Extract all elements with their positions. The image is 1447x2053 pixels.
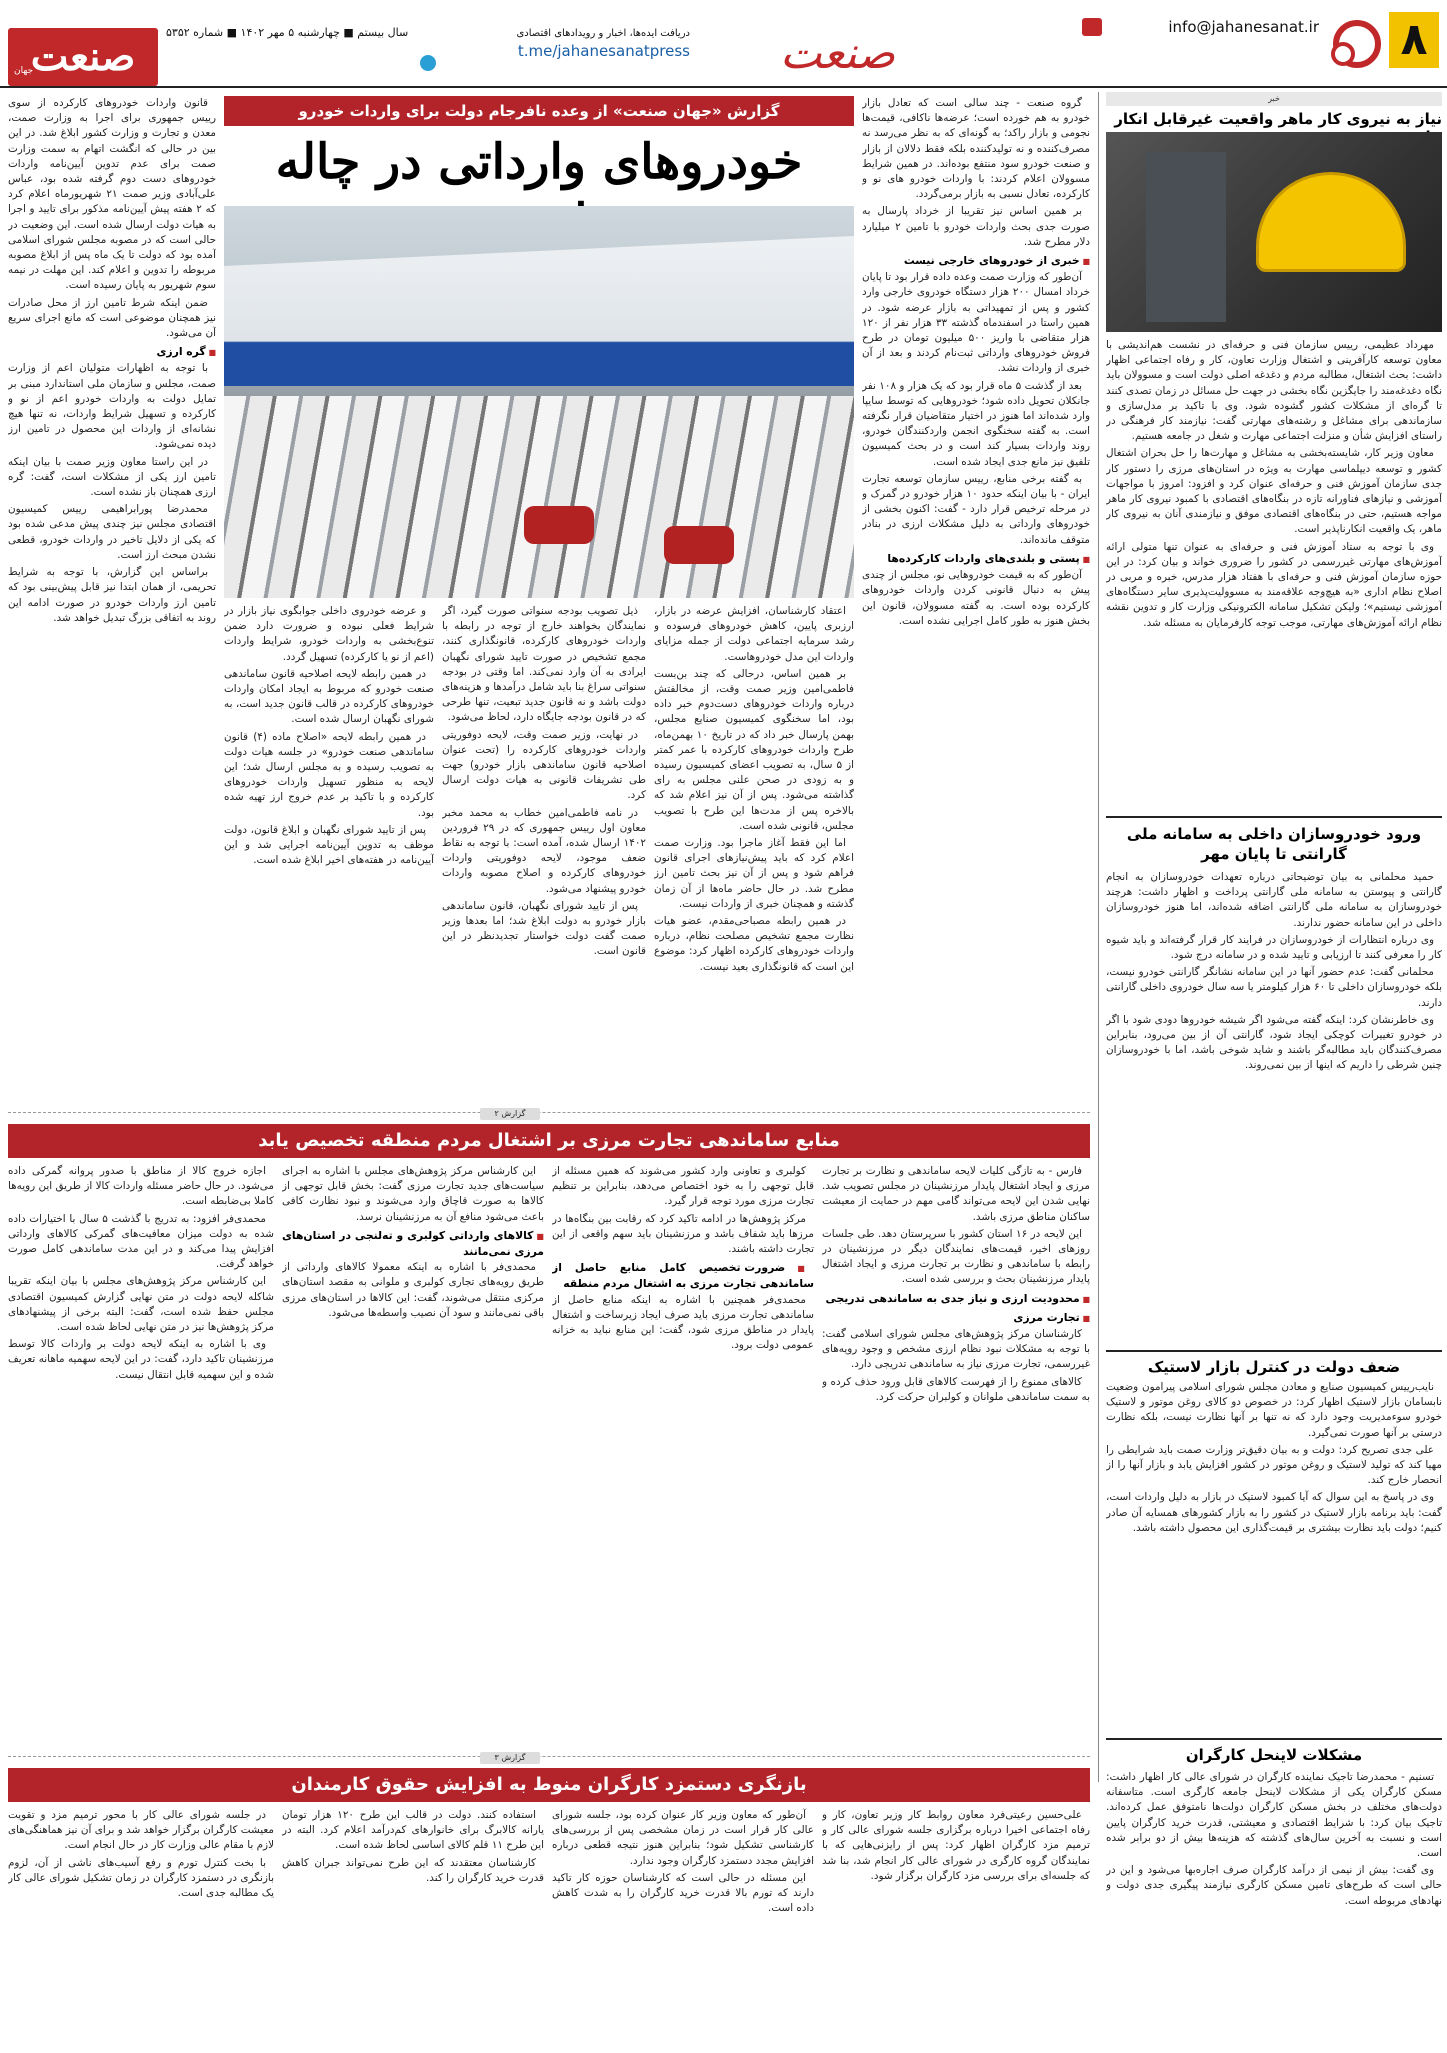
lead-para: اما این فقط آغاز ماجرا بود. وزارت صمت اعلام کرد که باید پیش‌نیازهای اجرای قانون فراهم شود و پس از آن نیز بحث تامین ارز مطرح شد. در حال حاضر ماه‌ها از آن زمان گذشته و همچنان خبری از واردات نیست. xyxy=(654,837,854,910)
article4-title: مشکلات لاینحل کارگران xyxy=(1185,1746,1363,1764)
red-car xyxy=(524,506,594,544)
ship-hull xyxy=(224,236,854,386)
lead-para: ضمن اینکه شرط تامین ارز از محل صادرات نیز همچنان موضوعی است که مانع اجرای سریع آن می‌شود. xyxy=(8,296,216,340)
lead-para: اعتقاد کارشناسان، افزایش عرضه در بازار، ارزبری پایین، کاهش خودروهای فرسوده و رشد سرمایه اجتماعی دولت از جمله مزایای واردات این مدل خودروهاست. xyxy=(654,605,854,663)
article4-para: وی گفت: بیش از نیمی از درآمد کارگران صرف اجاره‌بها می‌شود و این در حالی است که طرح‌های تامین مسکن کارگری نیازمند پیگیری جدی دولت و نهادهای مربوطه است. xyxy=(1106,1864,1442,1907)
lead-para: پس از تایید شورای نگهبان، قانون ساماندهی بازار خودرو به دولت ابلاغ شد؛ اما بعدها وزیر صمت گفت دولت خواستار تجدیدنظر در این قانون است. xyxy=(442,899,646,958)
report2-para: محمدی‌فر افزود: به تدریج با گذشت ۵ سال با اختیارات داده شده به دولت میزان معافیت‌های گمرکی کالاهای وارداتی افزایش پیدا می‌کند و در این مدت ساماندهی کامل صورت خواهد گرفت. xyxy=(8,1212,274,1271)
worker-figure xyxy=(1146,152,1226,322)
lead-col-a xyxy=(862,96,1090,1106)
red-car xyxy=(664,526,734,564)
lead-para: در این راستا معاون وزیر صمت با بیان اینکه تامین ارز یکی از مشکلات است، گفت: گره ارزی همچنان باز نشده است. xyxy=(8,455,216,499)
lead-para: در همین رابطه مصباحی‌مقدم، عضو هیات نظارت مجمع تشخیص مصلحت نظام، درباره واردات خودروهای کارکرده اظهار کرد: موضوع این است که قانونگذاری بعید نیست. xyxy=(654,915,854,973)
report2-para: این کارشناس مرکز پژوهش‌های مجلس با اشاره به اجرای سیاست‌های جدید تجارت مرزی گفت: بخش قابل توجهی از کالاها به صورت قاچاق وارد می‌شوند و نبود نظارت کافی باعث می‌شود منافع آن به مرزنشینان نرسد. xyxy=(282,1165,544,1223)
sidebar-rule xyxy=(1106,816,1442,818)
article2-para: محلمانی گفت: عدم حضور آنها در این سامانه نشانگر گارانتی خودرو نیست، بلکه خودروسازان داخلی تا ۶۰ هزار کیلومتر یا سه سال خودروی داخلی گارانتی دارند. xyxy=(1106,966,1442,1009)
report2-para: کولبری و تعاونی وارد کشور می‌شوند که همین مسئله از قابل توجهی را به خود اختصاص می‌دهد، بنابراین بر تنظیم تجارت مرزی مورد توجه قرار گیرد. xyxy=(552,1165,814,1208)
article3-title: ضعف دولت در کنترل بازار لاستیک xyxy=(1147,1358,1401,1376)
report2-para: کالاهای ممنوع را از فهرست کالاهای قابل ورود حذف کرده و به سمت ساماندهی ملوانان و کولبران حرکت کرد. xyxy=(822,1375,1090,1403)
sidebar-tag: خبر xyxy=(1268,94,1280,103)
report2-subhead: ■ تجارت مرزی xyxy=(822,1310,1090,1326)
report2-para: فارس - به تازگی کلیات لایحه ساماندهی و نظارت بر تجارت مرزی و ایجاد اشتغال پایدار مرزنشینان در مجلس تصویب شد. نهایی شدن این لایحه می‌تواند گامی مهم در حمایت از معیشت ساکنان مناطق مرزی باشد. xyxy=(822,1165,1090,1223)
lead-subhead: ■ گره ارزی xyxy=(8,344,216,360)
issue-info: سال بیستم ■ چهارشنبه ۵ مهر ۱۴۰۲ ■ شماره ۵۳۵۲ xyxy=(166,26,409,39)
article2-body xyxy=(1106,870,1442,1332)
report3-col-b xyxy=(552,1808,814,2048)
article1-para: معاون وزیر کار، شایسته‌بخشی به مشاغل و مهارت‌ها را حل بحران اشتغال کشور و توسعه دیپلماسی مهارت به ویژه در استان‌های مرزی را دستور کار جدی سازمان آموزش فنی و حرفه‌ای عنوان کرد و افزود: امروز با مواجهات آموزشی و نیازهای فناورانه تازه در بنگاه‌های اقتصادی با کمبود نیروی کار ماهر مواجه هستیم، حتی در بنگاه‌های اقتصادی موفق و نیازمندی آنان به نیروی کار ماهر، یک واقعیت انکارناپذیر است. xyxy=(1106,447,1442,536)
lead-para: و عرضه خودروی داخلی جوابگوی نیاز بازار در شرایط فعلی نبوده و ضرورت دارد ضمن تنوع‌بخشی به واردات خودرو، شرایط واردات (اعم از نو یا کارکرده) تسهیل گردد. xyxy=(224,605,434,663)
report3-para: استفاده کنند. دولت در قالب این طرح ۱۲۰ هزار تومان یارانه کالابرگ برای خانوارهای کم‌درآمد اعلام کرد. البته در این طرح ۱۱ قلم کالای اساسی لحاظ شده است. xyxy=(282,1809,544,1852)
report3-para: در جلسه شورای عالی کار با محور ترمیم مزد و تقویت معیشت کارگران برگزار خواهد شد و برای آن نیز هماهنگی‌های لازم با مقام عالی وزارت کار در حال انجام است. xyxy=(8,1809,274,1852)
report2-col-d xyxy=(8,1164,274,1724)
small-gear-icon xyxy=(1331,42,1355,66)
article4-body xyxy=(1106,1770,1442,2048)
section-brand: صنعت xyxy=(780,28,896,79)
article1-title: نیاز به نیروی کار ماهر واقعیت غیرقابل انکار xyxy=(1114,110,1442,128)
report2-para: وی با اشاره به اینکه لایحه دولت بر واردات کالا توسط مرزنشینان تاکید دارد، گفت: در این لایحه سهمیه ماهانه تعریف شده و این سهمیه قابل انتقال نیست. xyxy=(8,1338,274,1381)
car-rows xyxy=(224,396,854,598)
report2-para: محمدی‌فر همچنین با اشاره به اینکه منابع حاصل از ساماندهی تجارت مرزی باید صرف ایجاد زیرساخت و اشتغال پایدار در مناطق مرزی شود، گفت: این منابع نباید به خزانه عمومی دولت برود. xyxy=(552,1293,814,1352)
report2-subhead: ■ محدودیت ارزی و نیاز جدی به ساماندهی تدریجی xyxy=(822,1291,1090,1307)
page-header xyxy=(0,0,1447,88)
report3-para: این مسئله در حالی است که کارشناسان حوزه کار تاکید دارند که تورم بالا قدرت خرید کارگران را به شدت کاهش داده است. xyxy=(552,1871,814,1915)
page-number: ۸ xyxy=(1389,12,1439,68)
lead-photo-ship xyxy=(224,206,854,598)
newspaper-logo: صنعت xyxy=(8,28,158,86)
article2-para: وی درباره انتظارات از خودروسازان در فرایند کار قرار گرفته‌اند و باید شیوه کار را معرفی کنند تا ارزیابی و تایید شده و در سامانه درج شود. xyxy=(1106,933,1442,962)
report2-para: کارشناسان مرکز پژوهش‌های مجلس شورای اسلامی گفت: با توجه به مشکلات نبود نظام ارزی مشخص و وجود رویه‌های غیررسمی، تجارت مرزی نیاز به ساماندهی تدریجی دارد. xyxy=(822,1328,1090,1371)
logo-subtext: جهان xyxy=(14,66,34,76)
article3-para: وی در پاسخ به این سوال که آیا کمبود لاستیک در بازار به دلیل واردات است، گفت: باید برنامه بازار لاستیک در کشور را به بازار کشورهای همسایه آن صادر کنیم؛ دولت باید نظارت بیشتری بر قیمت‌گذاری این محصول داشته باشد. xyxy=(1106,1491,1442,1534)
report2-headline: منابع ساماندهی تجارت مرزی بر اشتغال مردم منطقه تخصیص یابد xyxy=(8,1124,1090,1158)
report2-para: اجازه خروج کالا از مناطق با صدور پروانه گمرکی داده می‌شود. در حال حاضر مسئله واردات کالا از طریق این رویه‌ها کاملا بی‌ضابطه است. xyxy=(8,1165,274,1208)
lead-para: در همین رابطه لایحه «اصلاح ماده (۴) قانون ساماندهی صنعت خودرو» در جلسه هیات دولت به تصویب رسیده و به مجلس ارسال شد؛ این لایحه به منظور تسهیل واردات خودروهای کارکرده و با تاکید بر عدم خروج ارز تهیه شده بود. xyxy=(224,730,434,819)
article2-para: وی خاطرنشان کرد: اینکه گفته می‌شود اگر شیشه خودروها دودی شود با اگر در خودرو تغییرات کوچکی ایجاد شود، گارانتی آن از بین می‌رود، بنابراین مصرف‌کنندگان باید مطالبه‌گر باشند و شاید شوخی باشد، اما با خودروسازان چنین شرطی را داریم که اینها از بین نمی‌روند. xyxy=(1106,1013,1442,1072)
report2-para: این لایحه در ۱۶ استان کشور با سرپرستان دهد. طی جلسات روزهای اخیر، قیمت‌های نمایندگان دیگر در مرزنشینان در رابطه با ساماندهی و نظارت بر تجارت مرزی و ایجاد اشتغال پایدار مرزنشینان بحث و بررسی شده است. xyxy=(822,1227,1090,1286)
report3-para: آن‌طور که معاون وزیر کار عنوان کرده بود، جلسه شورای عالی کار قرار است در زمان مشخصی پس از بررسی‌های کارشناسی تشکیل شود؛ بنابراین هنوز نتیجه قطعی درباره افزایش مجدد دستمزد کارگران وجود ندارد. xyxy=(552,1809,814,1867)
telegram-link[interactable]: t.me/jahanesanatpress xyxy=(517,42,690,60)
lead-para: با توجه به اظهارات متولیان اعم از وزارت صمت، مجلس و سازمان ملی استاندارد مبنی بر تمایل دولت به واردات خودرو اعم از نو و کارکرده و تسهیل شرایط واردات، نه تنها هیچ نشانه‌ای از واردات این محصول در تامین ارز دیده نمی‌شود. xyxy=(8,362,216,451)
hard-hat-icon xyxy=(1256,172,1406,272)
lead-subhead: ■ پستی و بلندی‌های واردات کارکرده‌ها xyxy=(862,551,1090,567)
report3-headline: بازنگری دستمزد کارگران منوط به افزایش حقوق کارمندان xyxy=(8,1768,1090,1802)
lead-para: در همین رابطه لایحه اصلاحیه قانون ساماندهی صنعت خودرو که مربوط به ایجاد امکان واردات خودروهای کارکرده در قالب قانون جدید است، به شورای نگهبان ارسال شده است. xyxy=(224,667,434,726)
lead-para: در نامه فاطمی‌امین خطاب به محمد مخبر معاون اول رییس جمهوری که در ۲۹ فروردین ۱۴۰۲ ارسال شده، آمده است: با توجه به نقاط ضعف موجود، لایحه دوفوریتی واردات خودروهای کارکرده و اصلاح مصوبه واردات خودرو پیشنهاد می‌شود. xyxy=(442,806,646,895)
article1-para: مهرداد عظیمی، رییس سازمان فنی و حرفه‌ای در نشست هم‌اندیشی با معاون توسعه کارآفرینی و اشتغال وزارت تعاون، کار و رفاه اجتماعی اظهار داشت: بحث اشتغال، مطالبه مردم و دغدغه اصلی دولت است و مسوولان باید نگاه دغدغه‌مند را جایگزین نگاه بخشی در جهت حل مسائل در زمان تصدی کنند تا گره‌ای از مشکلات کشور گشوده شود. وی با تاکید بر مدل‌سازی و سازماندهی برای مشاغل و رشته‌های مهارتی گفت: نیازمند کار فرهنگی در راستای افزایش شأن و منزلت اجتماعی مهارت و شغل در جامعه هستیم. xyxy=(1106,339,1442,443)
report2-para: این کارشناس مرکز پژوهش‌های مجلس با بیان اینکه تقریبا شاکله لایحه دولت در متن نهایی گزارش کمیسیون اقتصادی مجلس حفظ شده است، گفت: البته برخی از پیشنهادهای مرکز پژوهش‌ها نیز در متن نهایی لحاظ شده است. xyxy=(8,1275,274,1334)
report3-col-d xyxy=(8,1808,274,2048)
report3-para: با بخت کنترل تورم و رفع آسیب‌های ناشی از آن، لزوم بازنگری در دستمزد کارگران در زمان تشکیل شورای عالی کار یک مطالبه جدی است. xyxy=(8,1856,274,1900)
lead-para: بعد از گذشت ۵ ماه قرار بود که یک هزار و ۱۰۸ نفر جانکلان تحویل داده شود؛ خودروهایی که توسط سایپا وارد شده‌اند اما هنوز در اختیار متقاضیان قرار نگرفته است. به گفته سخنگوی انجمن واردکنندگان خودرو، روند واردات بسیار کند است و در بحث کمیسیون تلفیق نیز مانع جدی ایجاد شده است. xyxy=(862,379,1090,468)
lead-para: براساس این گزارش، با توجه به شرایط تحریمی، از همان ابتدا نیز قابل پیش‌بینی بود که تامین ارز واردات خودرو در صورت ادامه این روند به اتفاقی بزرگ تبدیل خواهد شد. xyxy=(8,566,216,624)
article3-body xyxy=(1106,1380,1442,1732)
lead-col-b xyxy=(654,604,854,1106)
report3-para: علی‌حسین رعیتی‌فرد معاون روابط کار وزیر تعاون، کار و رفاه اجتماعی اخیرا درباره برگزاری جلسه شورای عالی کار و ترمیم مزد کارگران اظهار کرد: پس از رایزنی‌هایی که با نمایندگان گروه کارگری در شورای عالی کار انجام شد، بنا شد که جلسه‌ای برای بررسی مزد کارگران برگزار شود. xyxy=(822,1809,1090,1882)
lead-para: گروه صنعت - چند سالی است که تعادل بازار خودرو به هم خورده است؛ عرضه‌ها ناکافی، قیمت‌ها نجومی و بازار راکد؛ به گونه‌ای که به نظر می‌رسد نه مصرف‌کننده و نه تولیدکننده بلکه فقط دلالان از بازار و صنعت خودرو سود منتفع بوده‌اند. در همین شرایط مسوولان اعلام کردند: با واردات خودرو های نو و کارکرده، تعادل نسبی به بازار برمی‌گردد. xyxy=(862,97,1090,201)
report3-label: گزارش ۳ xyxy=(480,1752,540,1764)
lead-para: بر همین اساس، درحالی که چند بن‌بست فاطمی‌امین وزیر صمت وقت، از مخالفتش درباره واردات خودروهای دست‌دوم خبر داده بود، اما سخنگوی کمیسیون صنایع مجلس، بهمن پارسال خبر داد که در تاریخ ۱۰ بهمن‌ماه، طرح واردات خودروهای کارکرده با عمر کمتر از ۵ سال، به تصویب اعضای کمیسیون رسیده و به زودی در صحن علنی مجلس به رای گذاشته می‌شود. پس از آن نیز اعلام شد که بالاخره پس از مدت‌ها این طرح با تصویب مجلس، قانونی شده است. xyxy=(654,667,854,832)
helmet-photo xyxy=(1106,132,1442,332)
sidebar-tag-bar xyxy=(1106,92,1442,106)
report3-col-a xyxy=(822,1808,1090,2048)
email-icon xyxy=(1082,18,1102,36)
lead-para: به گفته برخی منابع، رییس سازمان توسعه تجارت ایران - با بیان اینکه حدود ۱۰ هزار خودرو در گمرک و در مرحله ترخیص قرار دارد - گفت: اکنون بخشی از خودروهای وارداتی به دلیل مشکلات ارزی در بنادر متوقف مانده‌اند. xyxy=(862,472,1090,546)
telegram-icon xyxy=(420,55,436,71)
lead-kicker: گزارش «جهان صنعت» از وعده نافرجام دولت برای واردات خودرو xyxy=(224,96,854,126)
report2-subhead: ■ کالاهای وارداتی کولبری و ته‌لنجی در استان‌های مرزی نمی‌مانند xyxy=(282,1228,544,1259)
report2-para: محمدی‌فر با اشاره به اینکه معمولا کالاهای وارداتی از طریق رویه‌های تجاری کولبری و ملوانی به مقصد استان‌های مرکزی منتقل می‌شوند، گفت: این کالاها در استان‌های مرزی باقی نمی‌مانند و سود آن نصیب واسطه‌ها می‌شود. xyxy=(282,1261,544,1319)
sidebar-rule xyxy=(1106,1350,1442,1352)
section-divider xyxy=(8,1756,1090,1764)
sidebar-divider xyxy=(1098,92,1099,1782)
article2-para: حمید محلمانی به بیان توضیحاتی درباره تعهدات خودروسازان به انجام گارانتی و پیوستن به سامانه ملی گارانتی پرداخت و اظهار داشت: هرچند خودروسازان به سامانه ملی گارانتی اضافه شده‌اند، اما هنوز خودروسازان داخلی در این سامانه حضور ندارند. xyxy=(1106,871,1442,929)
email-address[interactable]: info@jahanesanat.ir xyxy=(1168,18,1319,36)
lead-subhead: ■ خبری از خودروهای خارجی نیست xyxy=(862,253,1090,269)
lead-para: بر همین اساس نیز تقریبا از خرداد پارسال به صورت جدی بحث واردات خودرو با تامین ۲ میلیارد دلار مطرح شد. xyxy=(862,205,1090,248)
article2-title: ورود خودروسازان داخلی به سامانه ملی گارانتی تا پایان مهر xyxy=(1126,825,1422,863)
telegram-box xyxy=(440,28,690,78)
lead-para: محمدرضا پورابراهیمی رییس کمیسیون اقتصادی مجلس نیز چندی پیش مدعی شده بود که یکی از دلایل تاخیر در واردات خودرو، قطعی نشدن مبحث ارز است. xyxy=(8,503,216,561)
report2-col-b xyxy=(552,1164,814,1724)
telegram-caption: دریافت ایده‌ها، اخبار و رویدادهای اقتصادی xyxy=(516,28,690,39)
article1-para: وی با توجه به ستاد آموزش فنی و حرفه‌ای به عنوان تنها متولی ارائه آموزش‌های مهارتی غیررسمی در کشور را ضروری خواند و بیان کرد: در این حوزه سازمان آموزش فنی و حرفه‌ای با هفتاد هزار مدرس، خبره و مربی در اصلاح نظام اداری «به هیچ‌وجه علاقه‌مند به مسوولیت‌پذیری سایر دستگاه‌های آموزشی نیستیم»؛ ولیکن تشکیل سامانه الکترونیکی وزارت کار و تدوین نقشه نظام ارائه آموزش‌های مهارتی، موجب توجه کارفرمایان به مسئله شد. xyxy=(1106,540,1442,629)
report2-col-c xyxy=(282,1164,544,1724)
report2-label: گزارش ۲ xyxy=(480,1108,540,1120)
article3-para: علی جدی تصریح کرد: دولت و به بیان دقیق‌تر وزارت صمت باید شرایطی را مهیا کند که تولید لاستیک و روغن موتور در کشور افزایش یابد و بازار آنها را از انحصار خارج کند. xyxy=(1106,1443,1442,1487)
lead-para: در نهایت، وزیر صمت وقت، لایحه دوفوریتی واردات خودروهای کارکرده را (تحت عنوان اصلاحیه قانون ساماندهی بازار خودرو) جهت طی تشریفات قانونی به هیات دولت ارسال کرد. xyxy=(442,728,646,802)
lead-para: پس از تایید شورای نگهبان و ابلاغ قانون، دولت موظف به تدوین آیین‌نامه اجرایی شد و این آیین‌نامه در هفته‌های اخیر ابلاغ شده است. xyxy=(224,823,434,867)
lead-para: آن‌طور که به قیمت خودروهایی نو، مجلس از چندی پیش به دنبال قانونی کردن واردات خودروهای کارکرده بوده است. به گفته مسوولان، قانون این بخش هنوز به طور کامل اجرایی نشده است. xyxy=(862,569,1090,627)
lead-col-c xyxy=(442,604,646,1106)
lead-col-e xyxy=(8,96,216,1106)
report2-col-a xyxy=(822,1164,1090,1724)
article1-body xyxy=(1106,338,1442,758)
lead-col-d xyxy=(224,604,434,1106)
lead-para: آن‌طور که وزارت صمت وعده داده قرار بود تا پایان خرداد امسال ۲۰۰ هزار دستگاه خودروی خارجی وارد کشور و پس از تمهیداتی به بازار عرضه شود. در همین راستا در اسفندماه گذشته ۳۳ هزار نفر از ۱۲۰ هزار متقاضی با واریز ۵۰۰ میلیون تومان در طرح فروش خودروهای وارداتی ثبت‌نام کردند و بعد از آن خبری از واردات نشد. xyxy=(862,271,1090,375)
section-divider xyxy=(8,1112,1090,1120)
article3-para: نایب‌رییس کمیسیون صنایع و معادن مجلس شورای اسلامی پیرامون وضعیت نابسامان بازار لاستیک اظهار کرد: در خصوص دو کالای روغن موتور و لاستیک خودرو سوءمدیریت وجود دارد که نه تنها بر آنها نظارت نیست، بلکه نظارت درستی بر آنها صورت نمی‌گیرد. xyxy=(1106,1381,1442,1439)
lead-para: قانون واردات خودروهای کارکرده از سوی رییس جمهوری برای اجرا به وزارت صمت، معدن و تجارت و وزارت کشور ابلاغ شد. در این بین در حالی که انگشت اتهام به سمت وزارت صمت برای عدم تدوین آیین‌نامه واردات خودروهای دست دوم گرفته شده بود، عباس علی‌آبادی وزیر صمت ۲۱ شهریورماه اعلام کرد که ۲ هفته پیش آیین‌نامه مذکور برای تایید و اجرا به هیات دولت ارسال شده است. این وضعیت در حالی است که در مصوبه مجلس شورای اسلامی آمده بود که دولت تا یک ماه پس از ابلاغ مصوبه مربوطه را تدوین و اعلام کند. این مهلت در نیمه سوم شهریور به پایان رسیده است. xyxy=(8,97,216,292)
report3-para: کارشناسان معتقدند که این طرح نمی‌تواند جبران کاهش قدرت خرید کارگران را کند. xyxy=(282,1856,544,1884)
lead-headline: خودروهای وارداتی در چاله xyxy=(275,134,803,190)
sidebar-rule xyxy=(1106,1738,1442,1740)
report2-para: مرکز پژوهش‌ها در ادامه تاکید کرد که رقابت بین بنگاه‌ها در مرزها باید شفاف باشد و مرزنشینان باید سهم واقعی از این تجارت داشته باشند. xyxy=(552,1212,814,1256)
report2-subhead: ■ ضرورت تخصیص کامل منابع حاصل از ساماندهی تجارت مرزی به اشتغال مردم منطقه xyxy=(552,1260,814,1291)
report3-col-c xyxy=(282,1808,544,2048)
article4-para: تسنیم - محمدرضا تاجیک نماینده کارگران در شورای عالی کار اظهار داشت: مسکن کارگران یکی از مشکلات لاینحل جامعه کارگری است. متاسفانه دولت‌های مختلف در بخش مسکن کارگران دولت‌ها نامتوفق عمل کرده‌اند. تاجیک بیان کرد: با شرایط اقتصادی و معیشتی، قدرت خرید کارگران پایین است و نسبت به آخرین سال‌های گذشته که هزینه‌ها بیش از دو برابر شده است. xyxy=(1106,1771,1442,1860)
lead-para: ذیل تصویب بودجه سنواتی صورت گیرد، اگر نمایندگان بخواهند خارج از توجه در رابطه با واردات خودروهای کارکرده، قانونگذاری کنند، مجمع تشخیص در صورت تایید شورای نگهبان ایرادی به آن وارد نمی‌کند. اما وقتی در بودجه سنواتی سراغ بنا باید شامل درآمدها و هزینه‌های دولت باشد و نه قانون جدید تبعیت، تنها طرحی که در قانون بودجه جایگاه دارد، لحاظ می‌شود. xyxy=(442,605,646,724)
